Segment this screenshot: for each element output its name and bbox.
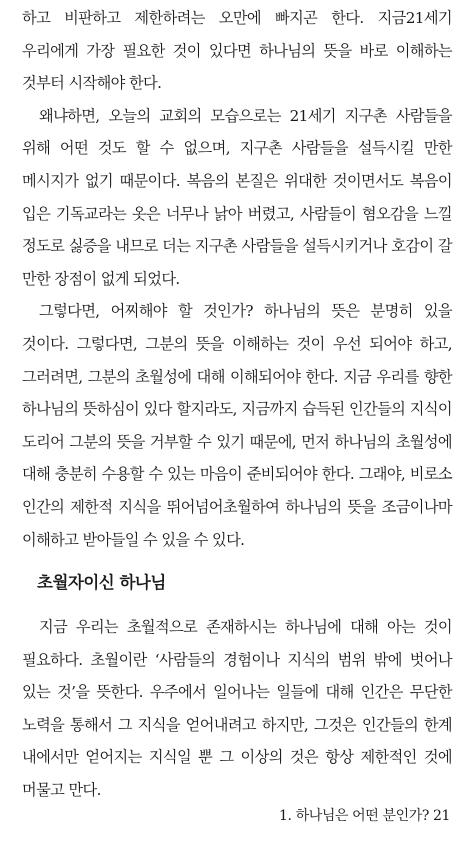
paragraph: 지금 우리는 초월적으로 존재하시는 하나님에 대해 아는 것이 필요하다. 초월이란 ‘사람들의 경험이나 지식의 범위 밖에 벗어나 있는 것’을 뜻한다. 우주에서 일어나는 일들에 대해 인간은 무단한 노력을 통해서 그 지식을 얻어내려고 하지만, 그것은 인간들의 한계 내에서만 얻어지는 지식일 뿐 그 이상의 것은 항상 제한적인 것에 머물고 만다. bbox=[22, 618, 452, 799]
body-text-top bbox=[22, 2, 452, 556]
page-footer: 1. 하나님은 어떤 분인가? 21 bbox=[279, 808, 450, 824]
paragraph: 그렇다면, 어찌해야 할 것인가? 하나님의 뜻은 분명히 있을 것이다. 그렇다면, 그분의 뜻을 이해하는 것이 우선 되어야 하고, 그러려면, 그분의 초월성에 대해 이해되어야 한다. 지금 우리를 향한 하나님의 뜻하심이 있다 할지라도, 지금까지 습득된 인간들의 지식이 도리어 그분의 뜻을 거부할 수 있기 때문에, 먼저 하나님의 초월성에 대해 충분히 수용할 수 있는 마음이 준비되어야 한다. 그래야, 비로소 인간의 제한적 지식을 뛰어넘어초월하여 하나님의 뜻을 조금이나마 이해하고 받아들일 수 있을 수 있다. bbox=[22, 302, 452, 549]
paragraph-continuation: 하고 비판하고 제한하려는 오만에 빠지곤 한다. 지금21세기 우리에게 가장 필요한 것이 있다면 하나님의 뜻을 바로 이해하는 것부터 시작해야 한다. bbox=[22, 9, 452, 93]
paragraph: 왜냐하면, 오늘의 교회의 모습으로는 21세기 지구촌 사람들을 위해 어떤 것도 할 수 없으며, 지구촌 사람들을 설득시킬 만한 메시지가 없기 때문이다. 복음의 본질은 위대한 것이면서도 복음이 입은 기독교라는 옷은 너무나 낡아 버렸고, 사람들이 혐오감을 느낄 정도로 싫증을 내므로 더는 지구촌 사람들을 설득시키거나 호감이 갈 만한 장점이 없게 되었다. bbox=[22, 106, 452, 288]
section-heading: 초월자이신 하나님 bbox=[37, 573, 166, 592]
body-text-bottom bbox=[22, 611, 452, 807]
